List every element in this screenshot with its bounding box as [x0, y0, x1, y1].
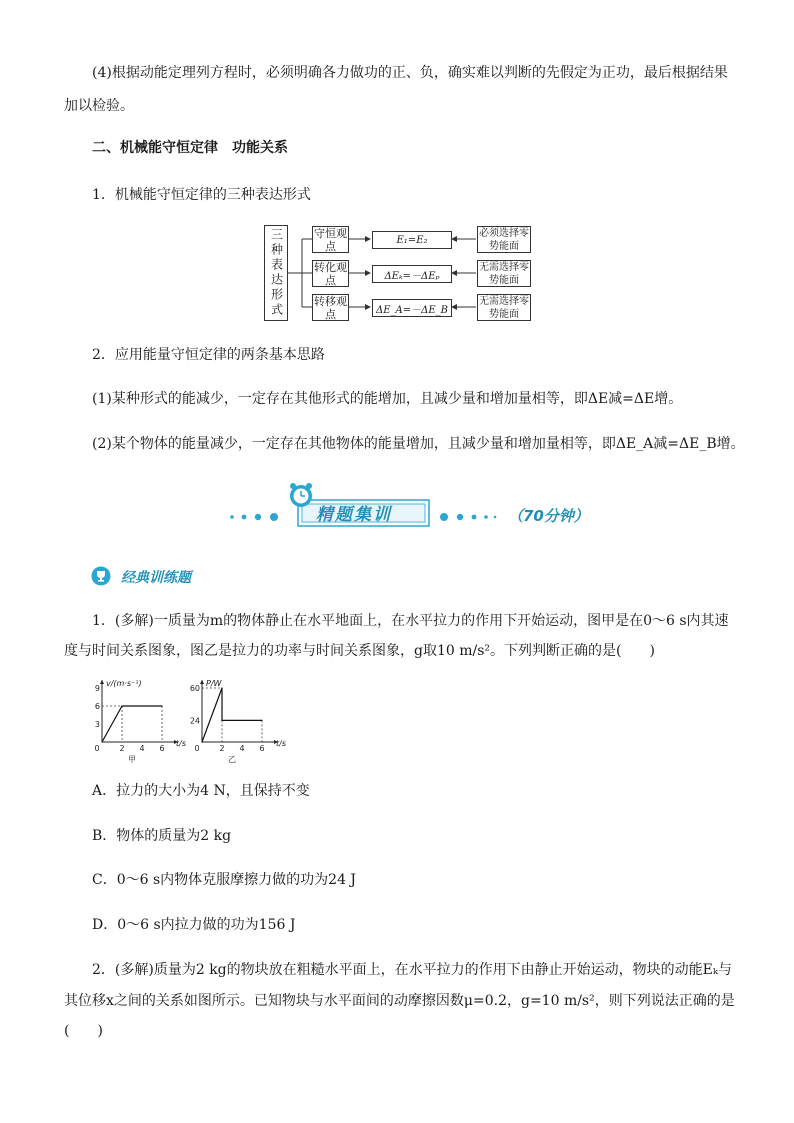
x-tick-label-4: 4: [239, 744, 245, 753]
y-tick-label-24: 24: [189, 716, 200, 726]
q1-stem-line-2: 度与时间关系图象，图乙是拉力的功率与时间关系图象，g取10 m/s²。下列判断正确的是( ): [64, 643, 655, 659]
condition-conservation: 必须选择零势能面: [479, 227, 529, 252]
paragraph-4-line-2: 加以检验。: [64, 98, 134, 114]
q2-stem-line-3: ( ): [64, 1023, 103, 1039]
x-tick-label-0: 0: [94, 744, 100, 753]
x-tick-label-2: 2: [119, 744, 125, 753]
y-axis-label: P/W: [206, 679, 222, 688]
q1-stem-line-1: 1．(多解)一质量为m的物体静止在水平地面上，在水平拉力的作用下开始运动，图甲是在0～6 s内其速: [92, 613, 729, 629]
x-tick-label-4: 4: [139, 744, 145, 753]
view-transformation: 转化观点: [314, 260, 347, 287]
series-line: [102, 706, 162, 742]
trophy-icon: [91, 566, 111, 586]
data-point: [201, 741, 202, 742]
q2-stem-line-1: 2．(多解)质量为2 kg的物块放在粗糙水平面上，在水平拉力的作用下由静止开始运动，物块的动能Eₖ与: [92, 962, 732, 978]
item-1-title: 1．机械能守恒定律的三种表达形式: [92, 187, 311, 203]
chart-yi-plot: [190, 679, 286, 764]
q1-option-a: A．拉力的大小为4 N，且保持不变: [92, 783, 310, 799]
data-point: [261, 720, 262, 721]
y-tick-label-60: 60: [189, 684, 200, 693]
banner-duration: （70分钟）: [508, 507, 589, 525]
training-title: 经典训练题: [121, 570, 191, 586]
view-conservation: 守恒观点: [314, 226, 347, 253]
x-axis-label: t/s: [276, 739, 286, 748]
x-tick-label-6: 6: [259, 744, 265, 753]
y-tick-label-3: 3: [94, 720, 100, 729]
section-banner: [222, 480, 602, 528]
idea-1: (1)某种形式的能减少，一定存在其他形式的能增加，且减少量和增加量相等，即ΔE减=ΔE增。: [92, 391, 683, 407]
banner-title: 精题集训: [316, 505, 392, 525]
equation-transfer: ΔE_A=－ΔE_B: [372, 299, 452, 317]
x-axis-label: t/s: [176, 739, 186, 748]
idea-2: (2)某个物体的能量减少，一定存在其他物体的能量增加，且减少量和增加量相等，即ΔE_A减=ΔE_B增。: [92, 436, 745, 452]
x-tick-label-6: 6: [159, 744, 165, 753]
paragraph-4-line-1: (4)根据动能定理列方程时，必须明确各力做功的正、负，确实难以判断的先假定为正功，最后根据结果: [92, 65, 728, 81]
conservation-diagram: [262, 223, 532, 323]
x-tick-label-2: 2: [219, 744, 225, 753]
data-point: [101, 741, 102, 742]
equation-conservation: E₁=E₂: [372, 231, 452, 249]
y-axis-label: v/(m·s⁻¹): [106, 679, 142, 688]
equation-transformation: ΔEₖ=－ΔEₚ: [372, 265, 452, 283]
chart-power-time: [188, 676, 288, 766]
y-axis-arrow: [100, 680, 104, 684]
data-point: [221, 687, 222, 688]
y-tick-label-9: 9: [94, 684, 100, 693]
item-2-title: 2．应用能量守恒定律的两条基本思路: [92, 347, 325, 363]
q2-stem-line-2: 其位移x之间的关系如图所示。已知物块与水平面间的动摩擦因数μ=0.2，g=10 m/s²，则下列说法正确的是: [64, 993, 735, 1009]
condition-transformation: 无需选择零势能面: [479, 261, 529, 286]
series-line: [202, 688, 262, 742]
alarm-clock-icon: [288, 482, 314, 508]
x-tick-label-0: 0: [194, 744, 200, 753]
condition-transfer: 无需选择零势能面: [479, 295, 529, 320]
chart-velocity-time: [88, 676, 188, 766]
q1-option-b: B．物体的质量为2 kg: [92, 828, 232, 844]
chart-jia-plot: [94, 679, 186, 764]
y-tick-label-6: 6: [94, 702, 100, 711]
y-axis-arrow: [200, 680, 204, 684]
chart-caption: 甲: [128, 755, 136, 764]
q1-option-c: C．0～6 s内物体克服摩擦力做的功为24 J: [92, 872, 357, 888]
diagram-root: 三种表达形式: [264, 225, 288, 321]
section-2-heading: 二、机械能守恒定律 功能关系: [92, 140, 288, 156]
q1-option-d: D．0～6 s内拉力做的功为156 J: [92, 917, 296, 933]
data-point: [161, 705, 162, 706]
chart-caption: 乙: [228, 755, 236, 764]
data-point: [121, 705, 122, 706]
view-transfer: 转移观点: [314, 294, 347, 321]
data-point: [221, 720, 222, 721]
